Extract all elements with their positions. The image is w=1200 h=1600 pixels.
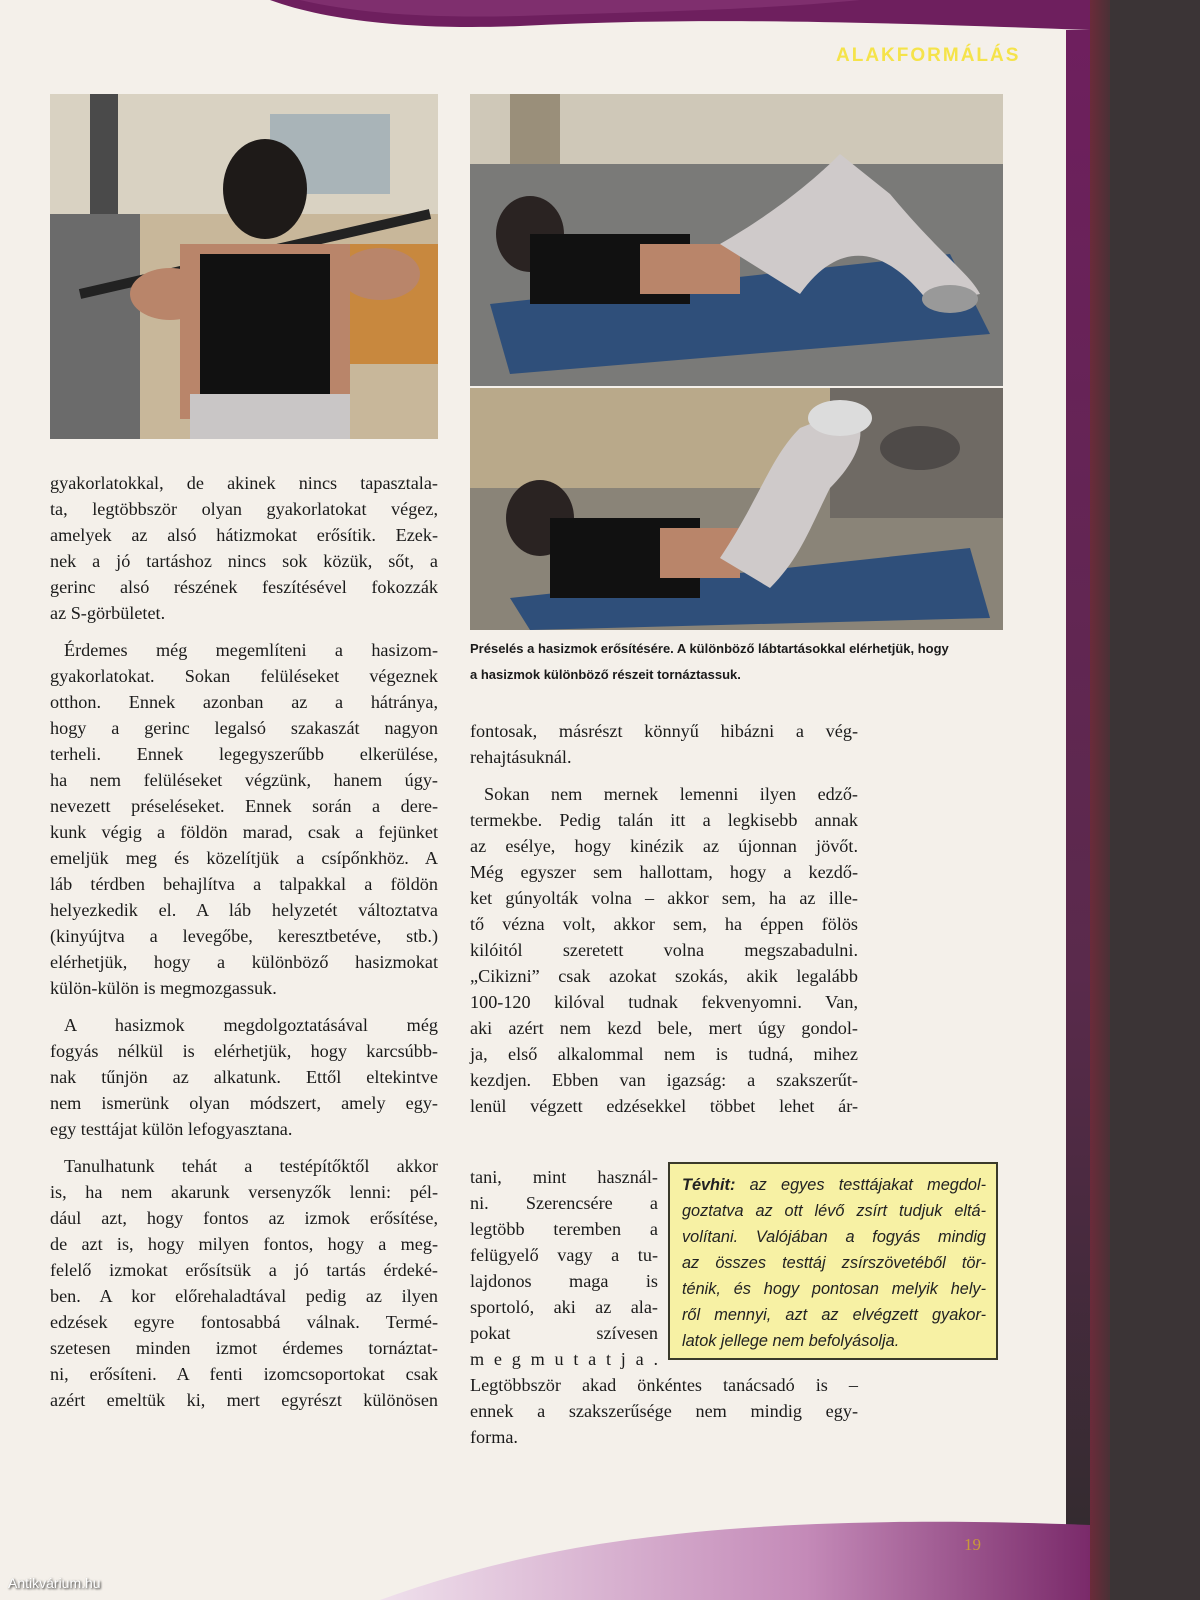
- photo-caption: [470, 636, 1010, 688]
- text-line: felelő izmokat erősítsük a jó tartás érdeké-: [50, 1260, 438, 1280]
- text-line: dául azt, hogy fontos az izmok erősítése,: [50, 1208, 438, 1228]
- text-line: ben. A kor előrehaladtával pedig az ilyen: [50, 1286, 438, 1306]
- text-line: ta, legtöbbször olyan gyakorlatokat végez,: [50, 499, 438, 519]
- lat-pulldown-photo: [50, 94, 438, 439]
- text-line: nak tűnjön az alkatunk. Ettől eltekintve: [50, 1067, 438, 1087]
- text-line: szetesen minden izmot érdemes tornáztat-: [50, 1338, 438, 1358]
- text-line: rehajtásuknál.: [470, 747, 572, 767]
- myth-label: Tévhit:: [682, 1176, 736, 1194]
- text-line: amelyek az alsó hátizmokat erősítik. Ezek-: [50, 525, 438, 545]
- text-line: ket gúnyolták volna – akkor sem, ha az ille-: [470, 888, 858, 908]
- right-edge-band: [1066, 30, 1090, 1600]
- text-line: nem ismerünk olyan módszert, amely egy-: [50, 1093, 438, 1113]
- text-line: Még egyszer sem hallottam, hogy a kezdő-: [470, 862, 858, 882]
- text-line: termekbe. Pedig talán itt a legkisebb annak: [470, 810, 858, 830]
- myth-line: ténik, és hogy pontosan melyik hely-: [682, 1280, 986, 1298]
- text-line: azért emeltük ki, mert egyrészt különösen: [50, 1390, 438, 1410]
- myth-line: az összes testtáj zsírszövetéből tör-: [682, 1254, 986, 1272]
- left-text-column: [50, 470, 438, 1413]
- text-line: de azt is, hogy milyen fontos, hogy a meg-: [50, 1234, 438, 1254]
- text-line: lenül végzett edzésekkel többet lehet ár-: [470, 1096, 858, 1116]
- text-line: gyakorlatokkal, de akinek nincs tapasztala-: [50, 473, 438, 493]
- text-line: egy testtájat külön lefogyasztana.: [50, 1119, 293, 1139]
- right-text-column-upper: [470, 718, 858, 1119]
- text-line: tő vézna volt, akkor sem, ha éppen fölös: [470, 914, 858, 934]
- text-line: m e g m u t a t j a .: [470, 1349, 658, 1369]
- text-line: nek a jó tartáshoz nincs sok közük, sőt, a: [50, 551, 438, 571]
- text-line: forma.: [470, 1427, 518, 1447]
- crunch-exercise-photo: [470, 94, 1003, 386]
- caption-line: Préselés a hasizmok erősítésére. A különböző lábtartásokkal elérhetjük, hogy: [470, 641, 949, 656]
- text-line: az esélye, hogy kinézik az újonnan jövőt.: [470, 836, 858, 856]
- right-text-column-narrow: [470, 1164, 658, 1372]
- text-line: az S-görbületet.: [50, 603, 166, 623]
- text-line: pokat szívesen: [470, 1323, 658, 1343]
- watermark: Antikvárium.hu: [8, 1575, 101, 1591]
- text-line: „Cikizni” csak azokat szokás, akik legalább: [470, 966, 858, 986]
- leg-raised-crunch-photo: [470, 388, 1003, 630]
- text-line: nevezett préseléseket. Ennek során a dere-: [50, 796, 438, 816]
- text-line: hogy a gerinc legalsó szakaszát nagyon: [50, 718, 438, 738]
- text-line: elérhetjük, hogy a különböző hasizmokat: [50, 952, 438, 972]
- text-line: Legtöbbször akad önkéntes tanácsadó is –: [470, 1375, 858, 1395]
- myth-line: latok jellege nem befolyásolja.: [682, 1332, 900, 1350]
- text-line: fogyás nélkül is elérhetjük, hogy karcsúbb-: [50, 1041, 438, 1061]
- myth-box: [668, 1162, 998, 1360]
- text-line: Érdemes még megemlíteni a hasizom-: [64, 640, 438, 660]
- right-text-column-lower: [470, 1372, 858, 1450]
- text-line: ennek a szakszerűsége nem mindig egy-: [470, 1401, 858, 1421]
- text-line: kunk végig a földön marad, csak a fejünket: [50, 822, 438, 842]
- text-line: sportoló, aki az ala-: [470, 1297, 658, 1317]
- text-line: edzések egyre fontosabbá válnak. Termé-: [50, 1312, 438, 1332]
- text-line: terheli. Ennek legegyszerűbb elkerülése,: [50, 744, 438, 764]
- text-line: külön-külön is megmozgassuk.: [50, 978, 277, 998]
- page-number: 19: [964, 1535, 981, 1554]
- text-line: ni. Szerencsére a: [470, 1193, 658, 1213]
- text-line: lajdonos maga is: [470, 1271, 658, 1291]
- caption-line: a hasizmok különböző részeit tornáztassuk.: [470, 667, 741, 682]
- text-line: A hasizmok megdolgoztatásával még: [64, 1015, 438, 1035]
- text-line: ha nem felüléseket végzünk, hanem úgy-: [50, 770, 438, 790]
- text-line: otthon. Ennek azonban az a hátránya,: [50, 692, 438, 712]
- text-line: (kinyújtva a levegőbe, keresztbetéve, stb.): [50, 926, 438, 946]
- text-line: tani, mint használ-: [470, 1167, 658, 1187]
- myth-line: volítani. Valójában a fogyás mindig: [682, 1228, 986, 1246]
- text-line: ni, erősíteni. A fenti izomcsoportokat csak: [50, 1364, 438, 1384]
- text-line: ja, első alkalommal nem is tudná, mihez: [470, 1044, 858, 1064]
- myth-line: ről mennyi, azt az elvégzett gyakor-: [682, 1306, 986, 1324]
- text-line: láb térdben behajlítva a talpakkal a földön: [50, 874, 438, 894]
- text-line: gerinc alsó részének feszítésével fokozzák: [50, 577, 438, 597]
- section-header: ALAKFORMÁLÁS: [836, 45, 1021, 66]
- text-line: emeljük meg és közelítjük a csípőnkhöz. A: [50, 848, 438, 868]
- text-line: fontosak, másrészt könnyű hibázni a vég-: [470, 721, 858, 741]
- text-line: aki azért nem kezd bele, mert úgy gondol-: [470, 1018, 858, 1038]
- binding-edge: [1090, 0, 1110, 1600]
- myth-line: goztatva az ott lévő zsírt tudjuk eltá-: [682, 1202, 986, 1220]
- text-line: kilóitól szeretett volna megszabadulni.: [470, 940, 858, 960]
- text-line: felügyelő vagy a tu-: [470, 1245, 658, 1265]
- text-line: kezdjen. Ebben van igazság: a szakszerűt-: [470, 1070, 858, 1090]
- text-line: 100-120 kilóval tudnak fekvenyomni. Van,: [470, 992, 858, 1012]
- text-line: legtöbb teremben a: [470, 1219, 658, 1239]
- myth-text: az egyes testtájakat megdol-: [735, 1176, 986, 1194]
- text-line: helyezkedik el. A láb helyzetét változtatva: [50, 900, 438, 920]
- bottom-wave-decoration: [0, 1470, 1090, 1600]
- text-line: is, ha nem akarunk versenyzők lenni: pél-: [50, 1182, 438, 1202]
- myth-first-line: [682, 1172, 986, 1198]
- text-line: gyakorlatokat. Sokan felüléseket végeznek: [50, 666, 438, 686]
- text-line: Sokan nem mernek lemenni ilyen edző-: [484, 784, 858, 804]
- text-line: Tanulhatunk tehát a testépítőktől akkor: [64, 1156, 438, 1176]
